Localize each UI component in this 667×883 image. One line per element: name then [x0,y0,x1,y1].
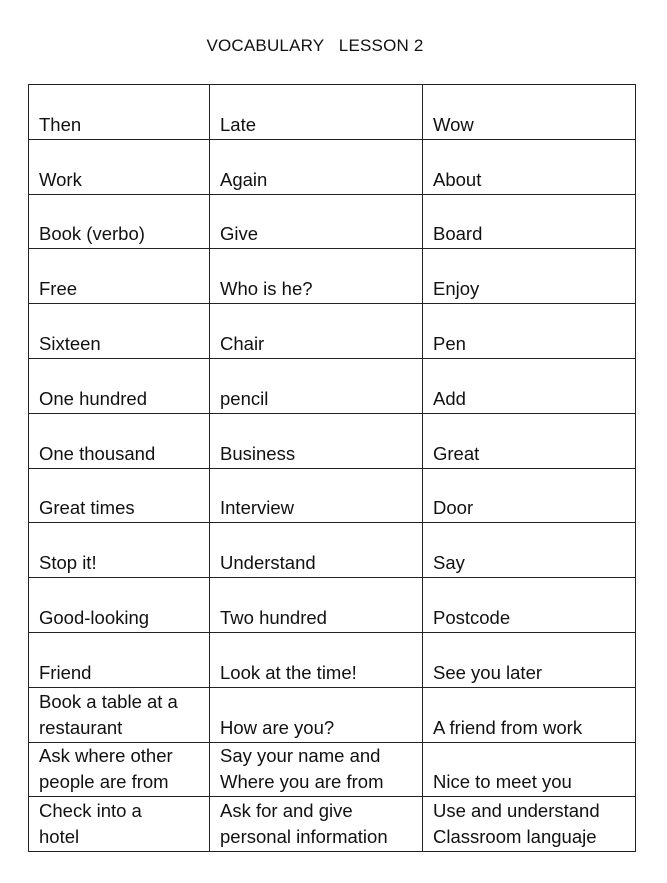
vocabulary-term: Add [433,387,466,409]
vocabulary-term: Postcode [433,606,511,628]
table-cell [29,358,210,413]
vocabulary-term: Board [433,223,483,245]
table-cell [29,304,210,359]
vocabulary-term: Wow [433,113,474,135]
page-title: VOCABULARY LESSON 2 [206,36,424,55]
vocabulary-term: One hundred [39,387,148,409]
vocabulary-term: About [433,168,482,190]
vocabulary-term: How are you? [220,716,335,738]
table-row [29,742,636,797]
vocabulary-table [28,84,636,852]
table-cell [423,249,636,304]
table-row [29,413,636,468]
table-cell [210,194,423,249]
table-cell [210,578,423,633]
vocabulary-term: Free [39,278,78,300]
table-row [29,304,636,359]
vocabulary-term: Book a table at a restaurant [39,690,178,738]
vocabulary-term: Check into a hotel [39,800,142,848]
table-cell [29,797,210,852]
table-row [29,523,636,578]
table-cell [210,468,423,523]
table-cell [423,468,636,523]
table-cell [29,578,210,633]
vocabulary-term: One thousand [39,442,156,464]
table-cell [210,687,423,742]
vocabulary-term: Book (verbo) [39,223,145,245]
table-cell [210,523,423,578]
table-row [29,797,636,852]
table-cell [210,358,423,413]
vocabulary-term: A friend from work [433,716,583,738]
vocabulary-term: See you later [433,661,543,683]
vocabulary-term: Two hundred [220,606,327,628]
vocabulary-term: Look at the time! [220,661,357,683]
table-cell [423,632,636,687]
vocabulary-term: Stop it! [39,552,97,574]
table-cell [423,85,636,140]
vocabulary-term: Again [220,168,268,190]
table-cell [423,413,636,468]
table-cell [423,578,636,633]
vocabulary-term: Great times [39,497,135,519]
table-cell [210,742,423,797]
vocabulary-term: Door [433,497,474,519]
vocabulary-term: Say [433,552,465,574]
table-cell [29,85,210,140]
vocabulary-term: Good-looking [39,606,150,628]
table-cell [210,249,423,304]
table-cell [423,523,636,578]
table-row [29,468,636,523]
vocabulary-term: pencil [220,387,269,409]
table-cell [210,304,423,359]
table-row [29,249,636,304]
table-cell [29,139,210,194]
table-cell [423,304,636,359]
table-row [29,194,636,249]
vocabulary-term: Nice to meet you [433,771,572,793]
table-cell [29,687,210,742]
vocabulary-term: Late [220,113,257,135]
vocabulary-term: Say your name and Where you are from [220,745,384,793]
table-cell [423,194,636,249]
table-row [29,632,636,687]
vocabulary-term: Ask where other people are from [39,745,173,793]
vocabulary-term: Enjoy [433,278,480,300]
table-cell [29,249,210,304]
vocabulary-term: Friend [39,661,92,683]
table-cell [423,797,636,852]
vocabulary-term: Chair [220,332,265,354]
vocabulary-term: Great [433,442,480,464]
table-cell [29,523,210,578]
table-cell [423,742,636,797]
table-cell [210,139,423,194]
table-cell [29,632,210,687]
table-cell [423,687,636,742]
vocabulary-term: Sixteen [39,332,101,354]
vocabulary-term: Who is he? [220,278,313,300]
table-row [29,358,636,413]
table-cell [423,358,636,413]
vocabulary-term: Use and understand Classroom languaje [433,800,600,848]
table-cell [423,139,636,194]
vocabulary-term: Understand [220,552,316,574]
table-cell [210,413,423,468]
table-cell [29,742,210,797]
vocabulary-term: Business [220,442,296,464]
table-row [29,578,636,633]
table-cell [210,632,423,687]
table-cell [210,85,423,140]
table-cell [29,413,210,468]
vocabulary-term: Then [39,113,82,135]
table-cell [210,797,423,852]
table-cell [29,194,210,249]
table-row [29,85,636,140]
vocabulary-term: Interview [220,497,295,519]
vocabulary-term: Pen [433,332,466,354]
vocabulary-term: Work [39,168,82,190]
table-cell [29,468,210,523]
vocabulary-table-body [29,85,636,852]
table-row [29,139,636,194]
vocabulary-term: Ask for and give personal information [220,800,388,848]
vocabulary-term: Give [220,223,259,245]
table-row [29,687,636,742]
